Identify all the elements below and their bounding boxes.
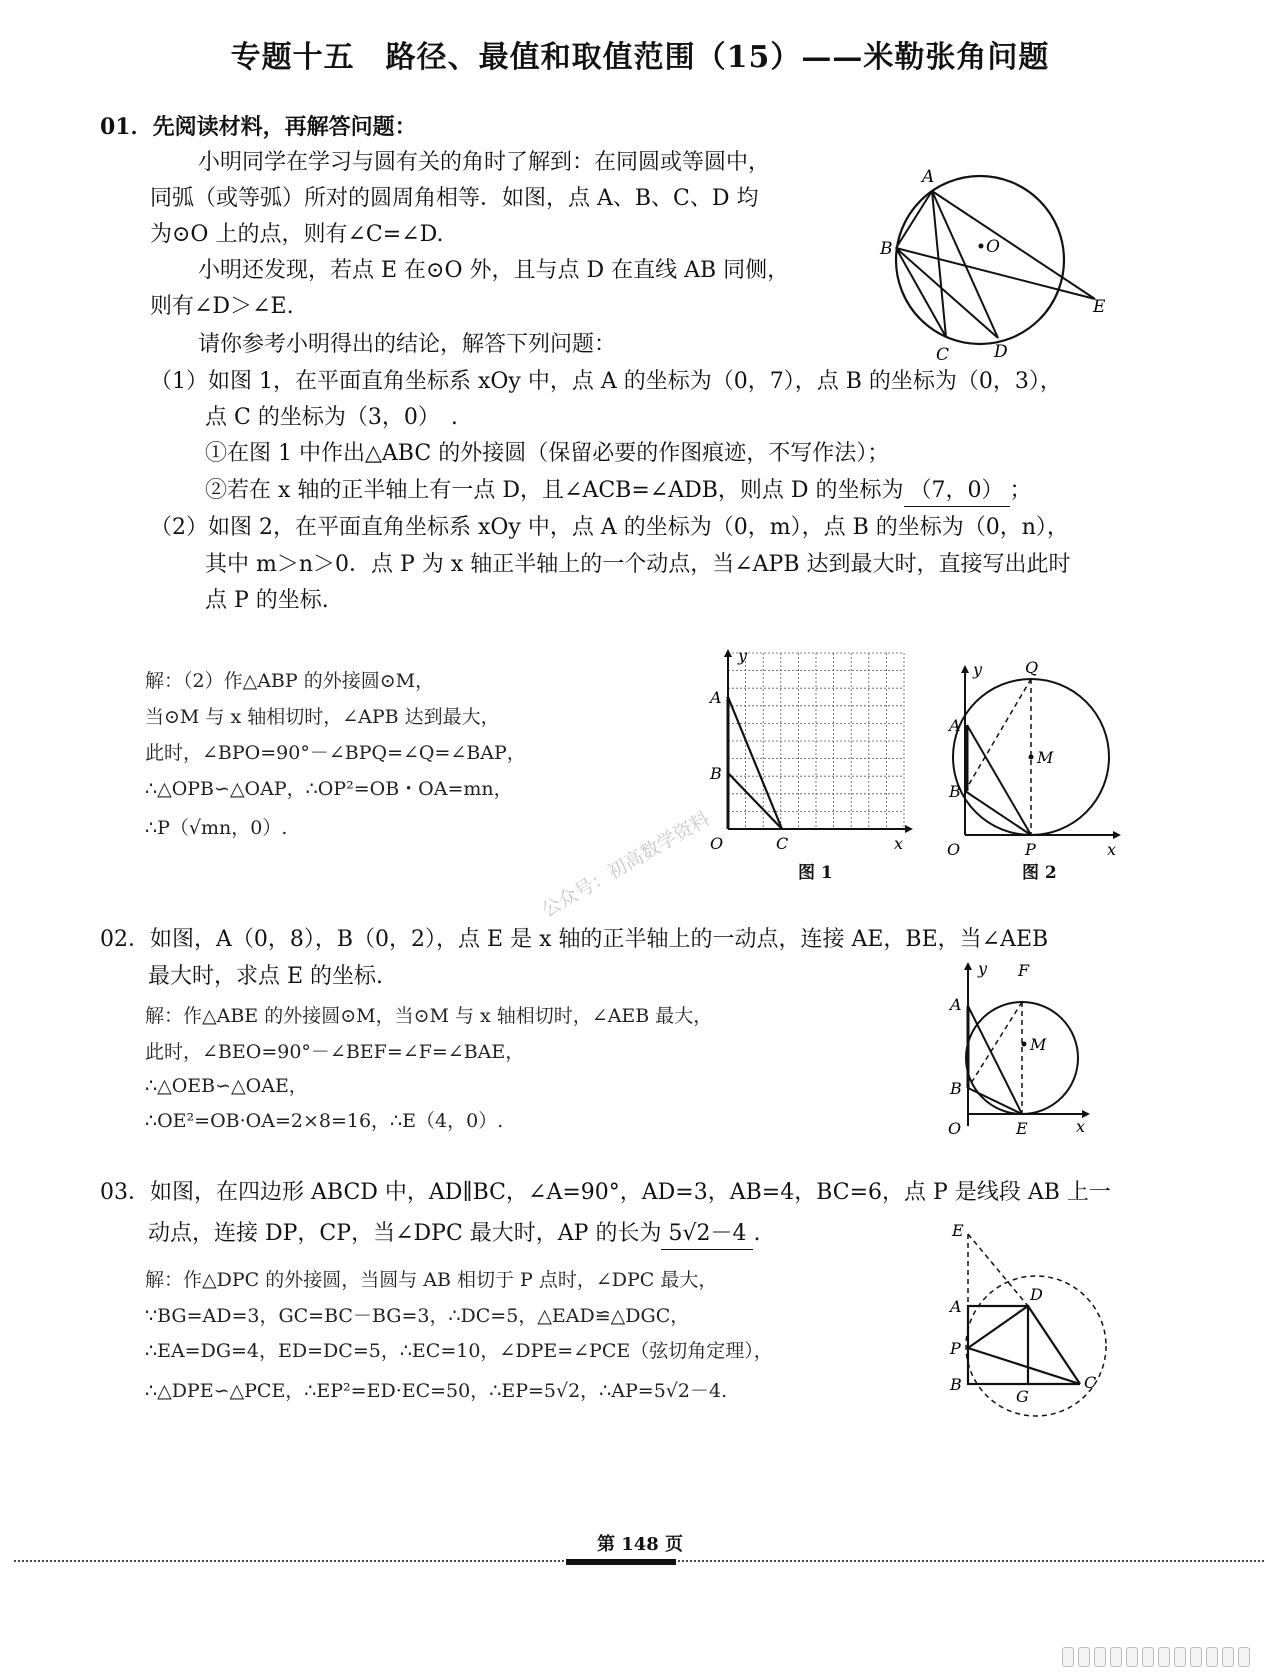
toolbar-handle-7[interactable] xyxy=(1158,1647,1170,1667)
q1-part1-text: （1）如图 1，在平面直角坐标系 xOy 中，点 A 的坐标为（0，7），点 B 的坐标为（0，3）， xyxy=(150,369,1062,394)
fig3-label-e: E xyxy=(1016,1119,1028,1138)
q1-text-6: 请你参考小明得出的结论，解答下列问题： xyxy=(198,332,617,357)
q1-text-2: 同弧（或等弧）所对的圆周角相等．如图，点 A、B、C、D 均 xyxy=(150,186,759,211)
fig3-label-o: O xyxy=(948,1119,962,1138)
q1-text-1: 小明同学在学习与圆有关的角时了解到：在同圆或等圆中， xyxy=(198,150,771,175)
q3-solution-3: ∴EA=DG=4，ED=DC=5，∴EC=10，∠DPE=∠PCE（弦切角定理）， xyxy=(145,1340,773,1362)
fig4-label-e: E xyxy=(952,1221,964,1240)
toolbar-handle-6[interactable] xyxy=(1142,1647,1154,1667)
fig2-label-o: O xyxy=(947,840,961,859)
fig1-label-o: O xyxy=(710,834,724,853)
fig2-label-p: P xyxy=(1025,840,1036,859)
fig2-label-a: A xyxy=(949,716,961,735)
circle-label-d: D xyxy=(994,342,1008,362)
q1-solution-1: 解：（2）作△ABP 的外接圆⊙M， xyxy=(145,670,435,692)
q3-solution-2: ∵BG=AD=3，GC=BC－BG=3，∴DC=5，△EAD≌△DGC， xyxy=(145,1305,690,1327)
toolbar-handle-2[interactable] xyxy=(1078,1647,1090,1667)
fig2-label-y: y xyxy=(973,660,983,679)
toolbar-handle-9[interactable] xyxy=(1190,1647,1202,1667)
q1-part1-sub2-text: ②若在 x 轴的正半轴上有一点 D，且∠ACB=∠ADB，则点 D 的坐标为 xyxy=(205,478,904,503)
fig2-label-b: B xyxy=(949,782,961,801)
q3-solution-1: 解：作△DPC 的外接圆，当圆与 AB 相切于 P 点时，∠DPC 最大， xyxy=(145,1269,718,1291)
toolbar-handle-5[interactable] xyxy=(1126,1647,1138,1667)
q3-solution-4: ∴△DPE∽△PCE，∴EP²=ED·EC=50，∴EP=5√2，∴AP=5√2－4. xyxy=(145,1380,728,1402)
q1-text-3: 为⊙O 上的点，则有∠C=∠D. xyxy=(150,222,444,247)
fig1-label-c: C xyxy=(776,834,789,853)
toolbar-handle-10[interactable] xyxy=(1206,1647,1218,1667)
footer-bar xyxy=(566,1559,676,1565)
figure-1-grid xyxy=(700,645,920,853)
fig2-label-m: M xyxy=(1037,748,1054,767)
figure-1-caption: 图 1 xyxy=(798,863,833,883)
q1-heading: 01．先阅读材料，再解答问题： xyxy=(100,114,417,140)
q1-part2-text-3: 点 P 的坐标. xyxy=(205,588,329,613)
fig2-label-q: Q xyxy=(1025,658,1039,677)
fig2-label-x: x xyxy=(1107,840,1117,859)
figure-q2 xyxy=(940,958,1100,1138)
q1-text-5: 则有∠D＞∠E. xyxy=(150,294,294,319)
fig1-label-a: A xyxy=(710,688,722,707)
fig3-label-x: x xyxy=(1076,1117,1086,1136)
page-title: 专题十五 路径、最值和取值范围（15）——米勒张角问题 xyxy=(230,40,1050,75)
toolbar-handle-1[interactable] xyxy=(1062,1647,1074,1667)
q1-part1-text-2: 点 C 的坐标为（3，0） . xyxy=(205,405,458,430)
q2-solution-4: ∴OE²=OB·OA=2×8=16，∴E（4，0）. xyxy=(145,1110,504,1132)
figure-q3 xyxy=(940,1222,1120,1432)
q3-answer-blank: 5√2－4 xyxy=(661,1219,753,1250)
q1-part2-text: （2）如图 2，在平面直角坐标系 xOy 中，点 A 的坐标为（0，m），点 B 的坐标为（0，n）， xyxy=(150,515,1069,540)
q2-solution-2: 此时，∠BEO=90°－∠BEF=∠F=∠BAE， xyxy=(145,1041,525,1063)
circle-figure xyxy=(880,160,1110,365)
fig3-label-a: A xyxy=(950,995,962,1014)
fig1-label-x: x xyxy=(894,834,904,853)
q1-solution-2: 当⊙M 与 x 轴相切时，∠APB 达到最大， xyxy=(145,706,500,728)
circle-label-b: B xyxy=(880,239,893,259)
q2-solution-3: ∴△OEB∽△OAE， xyxy=(145,1075,308,1097)
circle-label-e: E xyxy=(1093,297,1106,317)
fig4-label-g: G xyxy=(1016,1387,1029,1406)
q1-solution-4: ∴△OPB∽△OAP，∴OP²=OB・OA=mn， xyxy=(145,778,513,800)
fig4-label-d: D xyxy=(1030,1285,1043,1304)
fig4-label-a: A xyxy=(950,1297,962,1316)
q3-text-1: 03．如图，在四边形 ABCD 中，AD∥BC，∠A=90°，AD=3，AB=4，BC=6，点 P 是线段 AB 上一 xyxy=(100,1180,1111,1205)
q1-part1-sub1: ①在图 1 中作出△ABC 的外接圆（保留必要的作图痕迹，不写作法）； xyxy=(205,441,890,466)
q2-solution-1: 解：作△ABE 的外接圆⊙M，当⊙M 与 x 轴相切时，∠AEB 最大， xyxy=(145,1005,713,1027)
q1-part1-sub2-end: ； xyxy=(1009,478,1032,503)
q3-text-2 xyxy=(148,1219,760,1250)
fig4-label-c: C xyxy=(1084,1373,1097,1392)
toolbar-handle-11[interactable] xyxy=(1222,1647,1234,1667)
fig4-label-p: P xyxy=(950,1339,961,1358)
watermark: 公众号：初高数学资料 xyxy=(537,807,714,922)
q2-text-2: 最大时，求点 E 的坐标. xyxy=(148,964,384,989)
q1-part1-sub2 xyxy=(205,476,1032,507)
q1-solution-3: 此时，∠BPO=90°－∠BPQ=∠Q=∠BAP， xyxy=(145,742,526,764)
circle-label-c: C xyxy=(936,345,950,365)
fig3-label-f: F xyxy=(1018,961,1030,980)
q1-part2-text-2: 其中 m＞n＞0．点 P 为 x 轴正半轴上的一个动点，当∠APB 达到最大时，直接写出此时 xyxy=(205,552,1071,577)
q3-text-2-end: . xyxy=(753,1221,761,1246)
toolbar-handle-12[interactable] xyxy=(1238,1647,1250,1667)
q1-solution-5: ∴P（√mn，0）. xyxy=(145,817,288,839)
fig3-label-y: y xyxy=(978,959,988,978)
q1-answer-blank: （7，0） xyxy=(904,476,1010,507)
page-number: 第 148 页 xyxy=(596,1534,684,1555)
fig4-label-b: B xyxy=(950,1375,962,1394)
fig1-label-y: y xyxy=(738,646,748,665)
figure-2 xyxy=(945,655,1125,859)
circle-label-a: A xyxy=(922,167,935,187)
toolbar-handle-4[interactable] xyxy=(1110,1647,1122,1667)
toolbar-handle-8[interactable] xyxy=(1174,1647,1186,1667)
fig3-label-b: B xyxy=(950,1079,962,1098)
q1-text-4: 小明还发现，若点 E 在⊙O 外，且与点 D 在直线 AB 同侧， xyxy=(198,258,790,283)
fig3-label-m: M xyxy=(1030,1035,1047,1054)
q2-text-1: 02．如图，A（0，8），B（0，2），点 E 是 x 轴的正半轴上的一动点，连接 AE，BE，当∠AEB xyxy=(100,927,1049,952)
circle-label-o: O xyxy=(986,237,1000,257)
figure-2-caption: 图 2 xyxy=(1022,863,1057,883)
toolbar-handle-3[interactable] xyxy=(1094,1647,1106,1667)
q3-text-2-body: 动点，连接 DP，CP，当∠DPC 最大时，AP 的长为 xyxy=(148,1221,662,1246)
fig1-label-b: B xyxy=(710,764,722,783)
viewer-toolbar xyxy=(1062,1647,1250,1667)
